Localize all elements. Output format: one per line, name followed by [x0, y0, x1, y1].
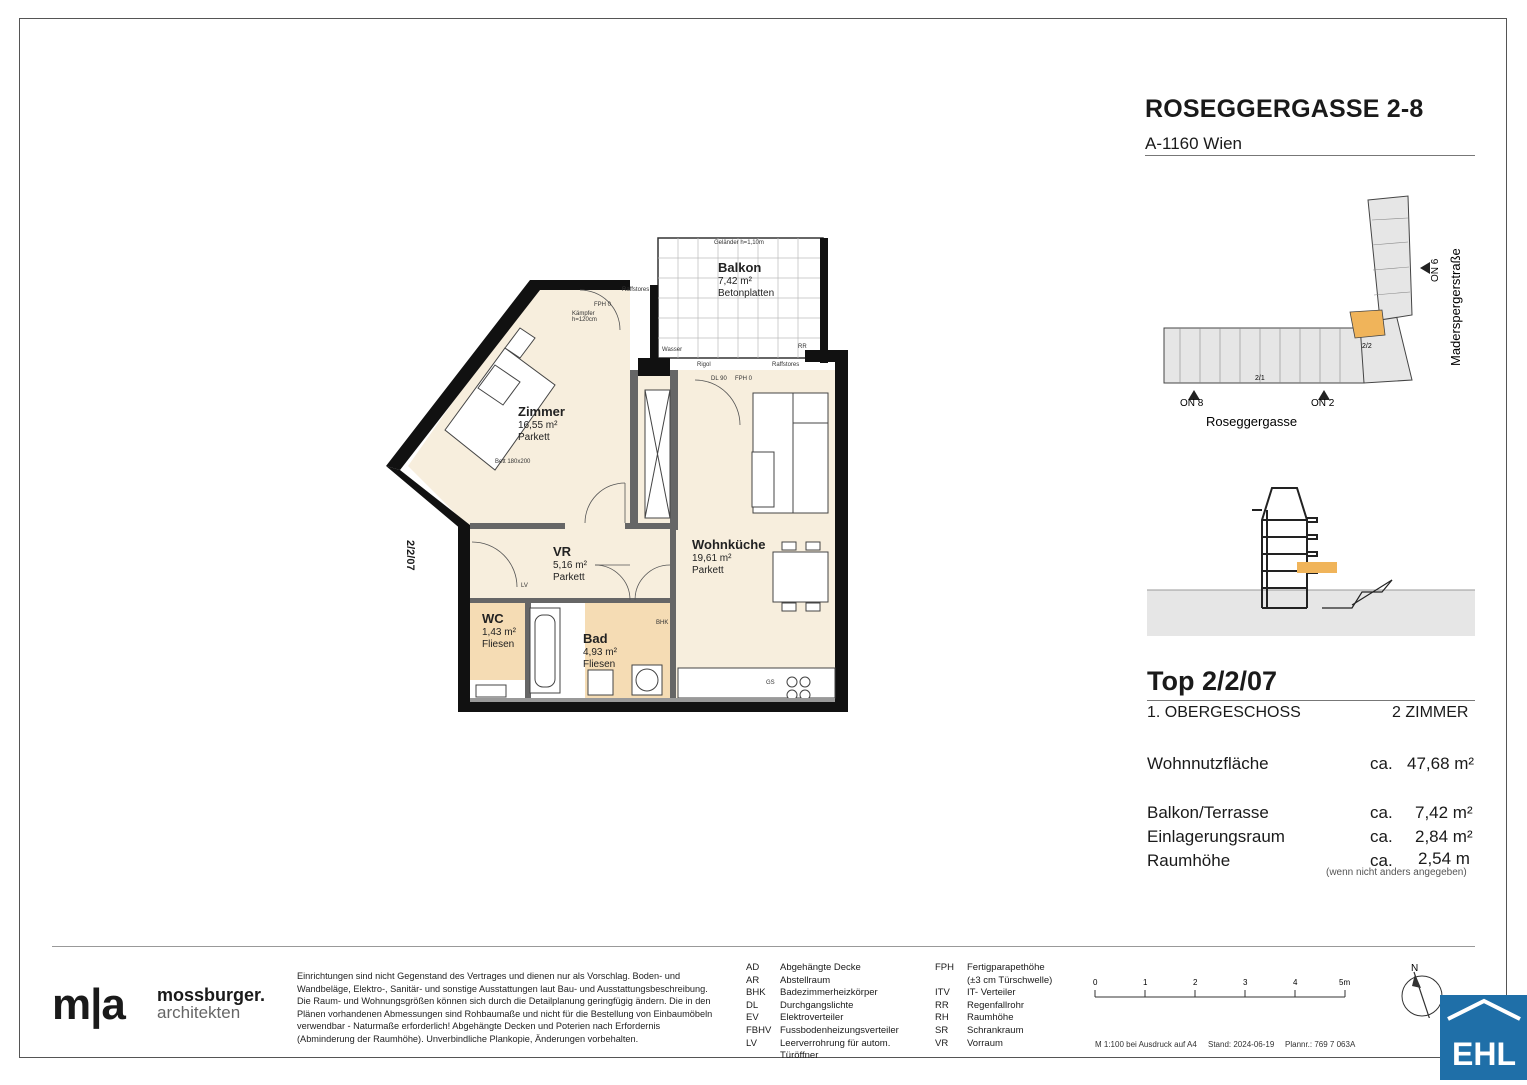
area-ca: ca. [1370, 827, 1393, 846]
room-wc [482, 613, 516, 651]
area-label-balkon: Balkon/Terrasse [1147, 803, 1269, 822]
room-balkon [718, 262, 774, 300]
room-wohnkueche [692, 539, 765, 577]
ehl-logo [1440, 995, 1527, 1080]
unit-divider [1147, 700, 1475, 701]
scale-tick: 0 [1093, 978, 1098, 987]
scale-bar [1090, 975, 1360, 1005]
ehl-house-icon [1440, 995, 1527, 1080]
coffee-table [752, 452, 774, 507]
annotation-raffstores: Raffstores [622, 287, 650, 293]
disclaimer-text: Einrichtungen sind nicht Gegenstand des Vertrages und dienen nur als Vorschlag. Boden- und Wandbeläge, Elektro-, Sanitär- und sonstige Ausstattungen laut Bau- und Ausstattungsbeschreibung. Die Raum- und Wohnungsgrößen können sich durch die Detailplanung geringfügig ändern. Die in den Plänen vorhandenen Abmessungen sind Rohbaumaße und nicht für die Bestellung von Einbaumöbeln verwendbar - Naturmaße erforderlich! Abgehängte Decken und Poterien nach Erfordernis (Abminderung der Raumhöhe). Unverbindliche Plankopie, Änderungen vorbehalten. [297, 971, 713, 1044]
area-label-einlagerung: Einlagerungsraum [1147, 827, 1285, 846]
section-unit-highlight [1297, 562, 1337, 573]
stand-date: Stand: 2024-06-19 [1208, 1040, 1275, 1049]
plan-number: Plannr.: 769 7 063A [1285, 1040, 1356, 1049]
footer-divider [52, 946, 1475, 947]
scale-tick: 3 [1243, 978, 1248, 987]
area-value-wohnnutz: 47,68 m² [1407, 754, 1475, 773]
unit-highlight [1350, 310, 1385, 338]
brand-logo: m|a [52, 980, 125, 1029]
room-floor: Fliesen [583, 659, 616, 670]
annotation-kaempfer: Kämpfer h=120cm [572, 311, 597, 323]
legend-abbr-col2: FPH ITV RR RH SR VR [935, 962, 954, 1049]
annotation-raffstores: Raffstores [772, 362, 800, 368]
area-label-wohnnutz: Wohnnutzfläche [1147, 754, 1269, 773]
section-drawing [1147, 480, 1477, 640]
floor-label: 1. OBERGESCHOSS [1147, 704, 1301, 721]
room-floor: Fliesen [482, 639, 515, 650]
room-floor: Parkett [692, 565, 724, 576]
unit-title: Top 2/2/07 [1147, 666, 1278, 696]
legend-text-col2: Fertigparapethöhe (±3 cm Türschwelle) IT- Verteiler Regenfallrohr Raumhöhe Schrankraum Vorraum [967, 962, 1053, 1049]
toilet [476, 685, 506, 697]
room-area: 19,61 m² [692, 553, 732, 564]
rooms-label: 2 ZIMMER [1392, 704, 1469, 721]
annotation-fph: FPH 0 [594, 302, 612, 308]
dining-table [773, 552, 828, 602]
brand-subtitle: architekten [157, 1003, 241, 1022]
room-name: Bad [583, 631, 608, 646]
area-ca: ca. [1370, 851, 1393, 870]
site-plan [1150, 190, 1480, 430]
room-name: Zimmer [518, 404, 565, 419]
room-name: VR [553, 544, 572, 559]
site-block-north [1368, 196, 1412, 320]
room-name: Wohnküche [692, 537, 766, 552]
address-title: ROSEGGERGASSE 2-8 [1145, 95, 1424, 123]
annotation-bhk: BHK [656, 620, 669, 626]
room-area: 7,42 m² [718, 276, 752, 287]
ehl-text: EHL [1452, 1036, 1516, 1072]
kitchen-counter [678, 668, 835, 698]
room-area: 4,93 m² [583, 647, 617, 658]
unit-entrance-label: 2/2/07 [404, 540, 416, 571]
room-vr [553, 546, 587, 584]
annotation-rr: RR [798, 344, 807, 350]
room-name: Balkon [718, 260, 762, 275]
room-area: 1,43 m² [482, 627, 516, 638]
sink [588, 670, 613, 695]
annotation-bett: Bett 180x200 [495, 459, 531, 465]
marker-on8: ON 8 [1180, 398, 1204, 409]
room-floor: Parkett [553, 572, 585, 583]
block-label: 2/1 [1255, 375, 1265, 382]
block-label: 2/2 [1362, 343, 1372, 350]
area-ca: ca. [1370, 803, 1393, 822]
room-floor: Betonplatten [718, 288, 775, 299]
room-name: WC [482, 611, 504, 626]
north-label: N [1411, 963, 1419, 974]
marker-on2: ON 2 [1311, 398, 1335, 409]
street-madersperger: Maderspergerstraße [1448, 248, 1463, 366]
legend-abbr-col1: AD AR BHK DL EV FBHV LV [746, 962, 772, 1049]
room-floor: Parkett [518, 432, 550, 443]
scale-tick: 1 [1143, 978, 1148, 987]
room-area: 16,55 m² [518, 420, 558, 431]
scale-tick: 2 [1193, 978, 1198, 987]
room-zimmer [518, 406, 565, 444]
street-roseggergasse: Roseggergasse [1206, 414, 1298, 429]
annotation-dl90: DL 90 [711, 376, 727, 382]
legend-text-col1: Abgehängte Decke Abstellraum Badezimmerheizkörper Durchgangslichte Elektroverteiler Fussbodenheizungsverteiler Leerverrohrung für autom. Türöffner [780, 962, 899, 1062]
area-label-raumhoehe: Raumhöhe [1147, 851, 1231, 870]
marker-on6: ON 6 [1430, 258, 1441, 282]
raumhoehe-note: (wenn nicht anders angegeben) [1326, 867, 1467, 878]
area-value-balkon: 7,42 m² [1415, 803, 1473, 822]
annotation-gelaender: Geländer h=1,10m [714, 240, 764, 246]
annotation-gs: GS [766, 680, 775, 686]
annotation-fph: FPH 0 [735, 376, 753, 382]
city-label: A-1160 Wien [1145, 134, 1243, 153]
brand-name: mossburger. [157, 985, 266, 1005]
header-divider [1145, 155, 1475, 156]
annotation-wasser: Wasser [662, 347, 683, 353]
room-bad [583, 633, 617, 671]
area-ca: ca. [1370, 754, 1393, 773]
room-area: 5,16 m² [553, 560, 587, 571]
area-value-einlagerung: 2,84 m² [1415, 827, 1473, 846]
scale-tick: 4 [1293, 978, 1298, 987]
scale-tick: 5m [1339, 978, 1351, 987]
scale-text: M 1:100 bei Ausdruck auf A4 [1095, 1040, 1197, 1049]
annotation-lv: LV [521, 583, 528, 589]
annotation-rigol: Rigol [697, 362, 711, 368]
area-value-raumhoehe: 2,54 m [1418, 849, 1470, 868]
entrance-marker-icon [1420, 262, 1430, 274]
ground-fill [1147, 590, 1475, 636]
